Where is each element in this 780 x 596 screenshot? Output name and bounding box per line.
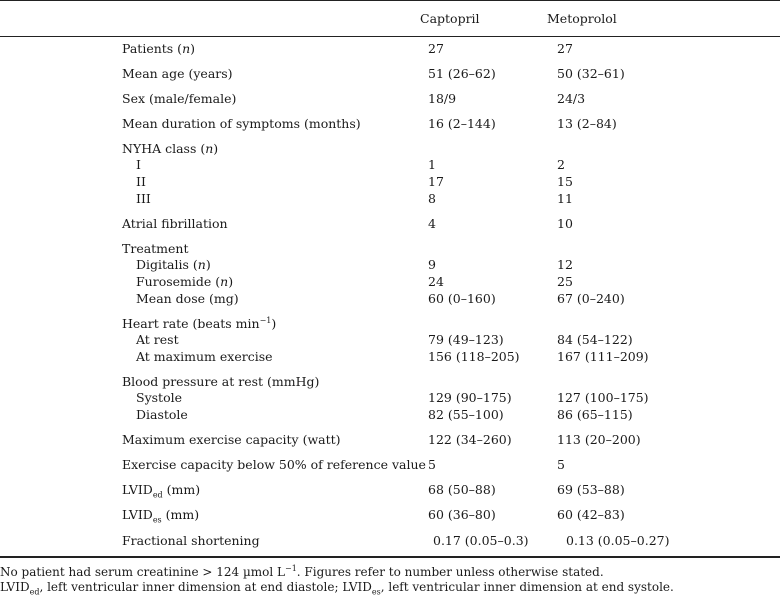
nyha-i-captopril: 1 xyxy=(428,157,436,172)
nyha-iii-captopril: 8 xyxy=(428,191,436,206)
col-header-captopril: Captopril xyxy=(420,11,480,26)
diastole-captopril: 82 (55–100) xyxy=(428,407,504,422)
duration-captopril: 16 (2–144) xyxy=(428,116,496,131)
max-exercise-metoprolol: 113 (20–200) xyxy=(557,432,641,447)
footnote-creatinine: No patient had serum creatinine > 124 µmol $L^{-1}$. Figures refer to number unless otherwise stated. xyxy=(0,564,604,579)
af-captopril: 4 xyxy=(428,216,436,231)
row-label-fractional-shortening: Fractional shortening xyxy=(122,533,260,548)
furosemide-metoprolol: 25 xyxy=(557,274,573,289)
row-label-heart-rate: Heart rate (beats $\min^{-1}$) xyxy=(122,315,277,331)
row-label-lvid-es: $LVID_{es}$ (mm) xyxy=(122,507,200,525)
mean-dose-captopril: 60 (0–160) xyxy=(428,291,496,306)
header-rule xyxy=(0,36,780,37)
row-label-treatment: Treatment xyxy=(122,241,189,256)
row-label-systole: Systole xyxy=(136,390,182,405)
hr-rest-metoprolol: 84 (54–122) xyxy=(557,332,633,347)
diastole-metoprolol: 86 (65–115) xyxy=(557,407,633,422)
row-label-atrial-fibrillation: Atrial fibrillation xyxy=(122,216,228,231)
row-label-nyha: NYHA class (n) xyxy=(122,141,219,156)
hr-rest-captopril: 79 (49–123) xyxy=(428,332,504,347)
furosemide-captopril: 24 xyxy=(428,274,444,289)
mean-dose-metoprolol: 67 (0–240) xyxy=(557,291,625,306)
footnote-abbreviations: $LVID_{ed}$, left ventricular inner dimension at end diastole; $LVID_{es}$, left ventricular inner dimension at end systole. xyxy=(0,580,674,596)
fs-captopril: 0.17 (0.05–0.3) xyxy=(433,533,529,548)
below-50-metoprolol: 5 xyxy=(557,457,565,472)
digitalis-captopril: 9 xyxy=(428,257,436,272)
nyha-i-metoprolol: 2 xyxy=(557,157,565,172)
af-metoprolol: 10 xyxy=(557,216,573,231)
nyha-ii-metoprolol: 15 xyxy=(557,174,573,189)
max-exercise-captopril: 122 (34–260) xyxy=(428,432,512,447)
row-label-blood-pressure: Blood pressure at rest (mmHg) xyxy=(122,374,320,389)
lvid-ed-captopril: 68 (50–88) xyxy=(428,482,496,497)
sex-metoprolol: 24/3 xyxy=(557,91,586,106)
below-50-captopril: 5 xyxy=(428,457,436,472)
top-rule xyxy=(0,0,780,1)
row-label-nyha-ii: II xyxy=(136,174,146,189)
row-label-nyha-i: I xyxy=(136,157,141,172)
row-label-sex: Sex (male/female) xyxy=(122,91,237,106)
hr-max-metoprolol: 167 (111–209) xyxy=(557,349,649,364)
fs-metoprolol: 0.13 (0.05–0.27) xyxy=(566,533,670,548)
row-label-hr-max: At maximum exercise xyxy=(136,349,273,364)
row-label-lvid-ed: $LVID_{ed}$ (mm) xyxy=(122,482,201,500)
nyha-iii-metoprolol: 11 xyxy=(557,191,573,206)
lvid-es-metoprolol: 60 (42–83) xyxy=(557,507,625,522)
row-label-diastole: Diastole xyxy=(136,407,188,422)
row-label-below-50: Exercise capacity below 50% of reference value xyxy=(122,457,426,472)
mean-age-metoprolol: 50 (32–61) xyxy=(557,66,625,81)
patients-metoprolol: 27 xyxy=(557,41,573,56)
hr-max-captopril: 156 (118–205) xyxy=(428,349,520,364)
mean-age-captopril: 51 (26–62) xyxy=(428,66,496,81)
row-label-digitalis: Digitalis (n) xyxy=(136,257,211,272)
row-label-duration: Mean duration of symptoms (months) xyxy=(122,116,361,131)
row-label-mean-age: Mean age (years) xyxy=(122,66,233,81)
sex-captopril: 18/9 xyxy=(428,91,457,106)
row-label-mean-dose: Mean dose (mg) xyxy=(136,291,239,306)
row-label-hr-rest: At rest xyxy=(136,332,179,347)
systole-captopril: 129 (90–175) xyxy=(428,390,512,405)
patients-captopril: 27 xyxy=(428,41,444,56)
row-label-nyha-iii: III xyxy=(136,191,151,206)
systole-metoprolol: 127 (100–175) xyxy=(557,390,649,405)
digitalis-metoprolol: 12 xyxy=(557,257,573,272)
row-label-furosemide: Furosemide (n) xyxy=(136,274,234,289)
row-label-max-exercise: Maximum exercise capacity (watt) xyxy=(122,432,341,447)
row-label-patients: Patients (n) xyxy=(122,41,196,56)
lvid-ed-metoprolol: 69 (53–88) xyxy=(557,482,625,497)
lvid-es-captopril: 60 (36–80) xyxy=(428,507,496,522)
nyha-ii-captopril: 17 xyxy=(428,174,444,189)
bottom-rule xyxy=(0,556,780,558)
duration-metoprolol: 13 (2–84) xyxy=(557,116,617,131)
col-header-metoprolol: Metoprolol xyxy=(547,11,617,26)
